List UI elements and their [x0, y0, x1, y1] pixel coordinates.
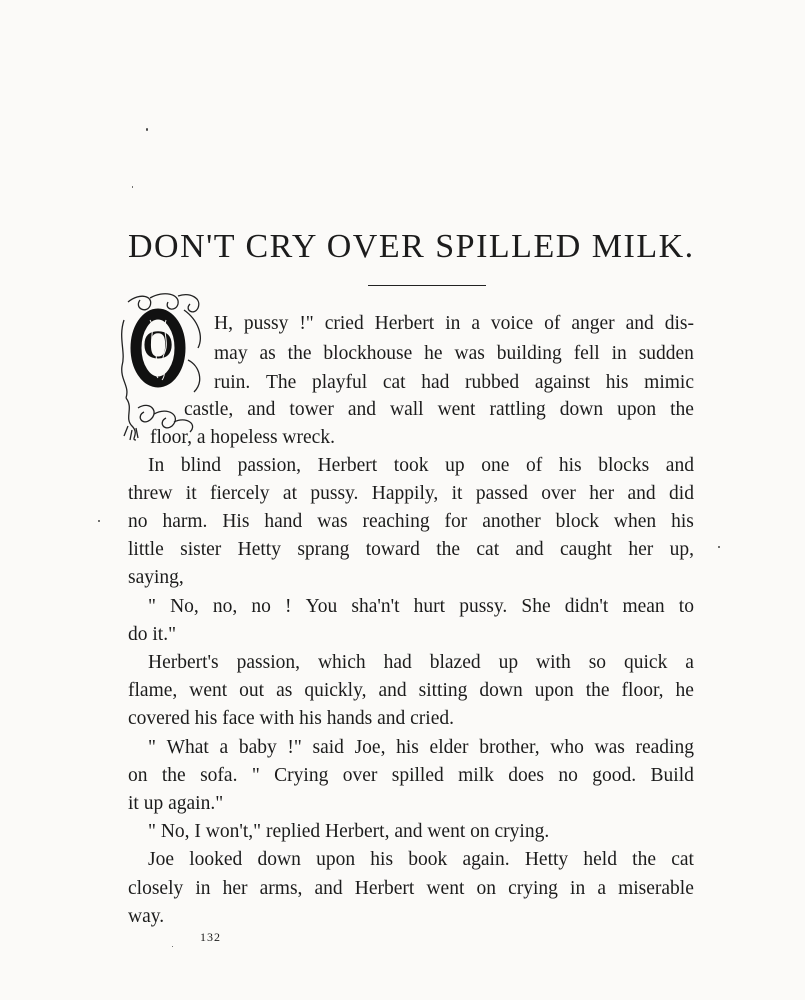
word: her — [589, 483, 615, 504]
word: blazed — [429, 652, 481, 673]
word: for — [444, 511, 468, 532]
word: baby — [238, 737, 277, 758]
word: You — [305, 596, 338, 617]
word: the — [585, 680, 610, 701]
word: hurt — [413, 596, 446, 617]
word: and — [665, 455, 694, 476]
word: the — [436, 539, 461, 560]
word: building — [496, 343, 562, 364]
paper-speck — [146, 128, 148, 131]
word: wall — [389, 399, 424, 420]
word: spilled — [391, 765, 444, 786]
word: had — [383, 652, 412, 673]
word: sofa. — [200, 765, 238, 786]
word: reaching — [362, 511, 430, 532]
word: took — [393, 455, 429, 476]
word: No, — [170, 596, 199, 617]
word: another — [482, 511, 541, 532]
word: book — [408, 849, 448, 870]
word: Herbert — [374, 313, 435, 334]
word: flame, — [128, 680, 178, 701]
word: one — [481, 455, 510, 476]
word: and — [625, 313, 654, 334]
word: cat — [476, 539, 500, 560]
word: a — [597, 878, 606, 899]
word: no — [558, 765, 578, 786]
word: down — [479, 680, 523, 701]
text-line — [214, 370, 694, 396]
word: and — [314, 878, 343, 899]
word: In — [148, 455, 165, 476]
word: it — [451, 483, 463, 504]
word: Hetty — [524, 849, 569, 870]
word: mean — [622, 596, 665, 617]
text-line — [128, 509, 694, 535]
word: " — [148, 596, 156, 617]
word: went — [189, 680, 228, 701]
word: looked — [189, 849, 243, 870]
text-line — [184, 397, 694, 423]
text-line — [214, 341, 694, 367]
word: hand — [264, 511, 303, 532]
word: the — [670, 399, 694, 420]
word: it — [185, 483, 197, 504]
text-line: floor, a hopeless wreck. — [150, 427, 335, 448]
text-line — [128, 481, 694, 507]
word: as — [276, 680, 293, 701]
word: reading — [635, 737, 694, 758]
word: pussy. — [459, 596, 508, 617]
word: no — [251, 596, 271, 617]
text-line: do it." — [128, 624, 177, 645]
word: blind — [180, 455, 221, 476]
word: castle, — [184, 399, 234, 420]
word: the — [632, 849, 656, 870]
word: of — [544, 313, 561, 334]
page-number: 132 — [200, 930, 221, 944]
word: sha'n't — [351, 596, 400, 617]
word: caught — [560, 539, 612, 560]
paper-speck — [98, 520, 100, 522]
word: of — [525, 455, 543, 476]
text-line — [214, 311, 694, 337]
word: pussy. — [310, 483, 359, 504]
word: no — [128, 511, 148, 532]
text-line — [128, 876, 694, 902]
word: playful — [311, 372, 368, 393]
word: floor, — [621, 680, 664, 701]
text-line — [148, 847, 694, 873]
chapter-title: DON'T CRY OVER SPILLED MILK. — [128, 228, 695, 265]
text-line — [148, 453, 694, 479]
word: little — [128, 539, 164, 560]
word: and — [247, 399, 276, 420]
word: quick — [624, 652, 668, 673]
text-line — [148, 650, 694, 676]
word: had — [421, 372, 450, 393]
word: Happily, — [371, 483, 439, 504]
word: good. — [592, 765, 637, 786]
word: his — [396, 737, 419, 758]
word: quickly, — [304, 680, 367, 701]
word: The — [265, 372, 297, 393]
text-line — [128, 537, 694, 563]
paper-speck — [132, 186, 133, 188]
text-line: " No, I won't," replied Herbert, and went on crying. — [148, 821, 550, 842]
word: which — [317, 652, 366, 673]
word: blockhouse — [323, 343, 413, 364]
word: H, — [214, 313, 233, 334]
text-line: covered his face with his hands and cried. — [128, 708, 454, 729]
word: elder — [429, 737, 469, 758]
word: against — [534, 372, 591, 393]
word: went — [437, 399, 476, 420]
word: in — [570, 878, 586, 899]
word: in — [611, 343, 627, 364]
word: Joe, — [354, 737, 386, 758]
word: pussy — [243, 313, 289, 334]
word: " — [148, 737, 156, 758]
word: was — [594, 737, 625, 758]
word: miserable — [618, 878, 694, 899]
word: said — [312, 737, 344, 758]
text-line: it up again." — [128, 793, 224, 814]
word: and — [347, 399, 376, 420]
word: he — [424, 343, 443, 364]
word: cat — [382, 372, 406, 393]
word: fell — [573, 343, 600, 364]
word: brother, — [479, 737, 540, 758]
word: closely — [128, 878, 184, 899]
word: was — [454, 343, 485, 364]
word: did — [669, 483, 694, 504]
word: Build — [650, 765, 694, 786]
word: to — [678, 596, 694, 617]
word: his — [558, 455, 582, 476]
word: as — [259, 343, 276, 364]
word: rattling — [489, 399, 546, 420]
word: her — [628, 539, 654, 560]
word: What — [166, 737, 209, 758]
word: down — [257, 849, 301, 870]
word: held — [583, 849, 617, 870]
word: threw — [128, 483, 173, 504]
word: crying — [508, 878, 558, 899]
word: Joe — [148, 849, 174, 870]
word: up, — [669, 539, 694, 560]
word: sprang — [297, 539, 350, 560]
word: may — [214, 343, 248, 364]
word: again. — [462, 849, 510, 870]
word: Crying — [274, 765, 329, 786]
word: anger — [571, 313, 615, 334]
word: his — [605, 372, 629, 393]
word: does — [508, 765, 545, 786]
word: no, — [212, 596, 238, 617]
word: dis- — [664, 313, 694, 334]
word: in — [195, 878, 211, 899]
word: with — [536, 652, 571, 673]
word: cried — [324, 313, 364, 334]
word: in — [445, 313, 461, 334]
word: over — [541, 483, 576, 504]
word: arms, — [259, 878, 303, 899]
text-line — [148, 594, 694, 620]
word: Herbert — [317, 455, 378, 476]
word: milk — [458, 765, 494, 786]
word: toward — [365, 539, 420, 560]
word: voice — [490, 313, 534, 334]
word: up — [498, 652, 519, 673]
word: went — [426, 878, 465, 899]
word: " — [251, 765, 260, 786]
word: a — [471, 313, 480, 334]
word: sudden — [638, 343, 694, 364]
word: upon — [316, 849, 356, 870]
word: !" — [299, 313, 314, 334]
word: at — [282, 483, 297, 504]
word: cat — [671, 849, 694, 870]
word: upon — [534, 680, 574, 701]
word: harm. — [162, 511, 208, 532]
word: the — [161, 765, 186, 786]
word: a — [685, 652, 694, 673]
word: His — [222, 511, 250, 532]
word: her — [222, 878, 248, 899]
text-line — [128, 678, 694, 704]
word: out — [239, 680, 265, 701]
word: and — [515, 539, 544, 560]
word: was — [317, 511, 348, 532]
word: She — [521, 596, 551, 617]
word: mimic — [644, 372, 694, 393]
word: over — [342, 765, 378, 786]
word: !" — [287, 737, 302, 758]
word: didn't — [564, 596, 609, 617]
word: the — [287, 343, 312, 364]
word: his — [671, 511, 694, 532]
text-line: way. — [128, 906, 165, 927]
word: Hetty — [237, 539, 281, 560]
word: he — [675, 680, 694, 701]
svg-text:O: O — [142, 322, 174, 367]
word: ruin. — [214, 372, 251, 393]
word: passion, — [236, 652, 300, 673]
word: so — [588, 652, 607, 673]
word: sister — [180, 539, 222, 560]
word: passion, — [237, 455, 301, 476]
word: passed — [475, 483, 528, 504]
word: his — [370, 849, 394, 870]
word: down — [559, 399, 604, 420]
word: Herbert — [354, 878, 415, 899]
word: on — [128, 765, 148, 786]
word: tower — [289, 399, 334, 420]
word: upon — [617, 399, 657, 420]
word: a — [219, 737, 229, 758]
word: on — [476, 878, 496, 899]
word: rubbed — [465, 372, 520, 393]
word: when — [613, 511, 657, 532]
word: fiercely — [210, 483, 270, 504]
text-line: saying, — [128, 567, 184, 588]
word: up — [445, 455, 465, 476]
title-rule — [368, 285, 486, 286]
word: sitting — [418, 680, 468, 701]
word: Herbert's — [148, 652, 219, 673]
text-line — [148, 735, 694, 761]
word: block — [555, 511, 599, 532]
paper-speck — [718, 546, 720, 548]
text-line — [128, 763, 694, 789]
word: ! — [285, 596, 292, 617]
word: and — [378, 680, 407, 701]
paper-speck — [172, 946, 173, 947]
word: who — [550, 737, 584, 758]
word: blocks — [598, 455, 650, 476]
word: and — [627, 483, 656, 504]
